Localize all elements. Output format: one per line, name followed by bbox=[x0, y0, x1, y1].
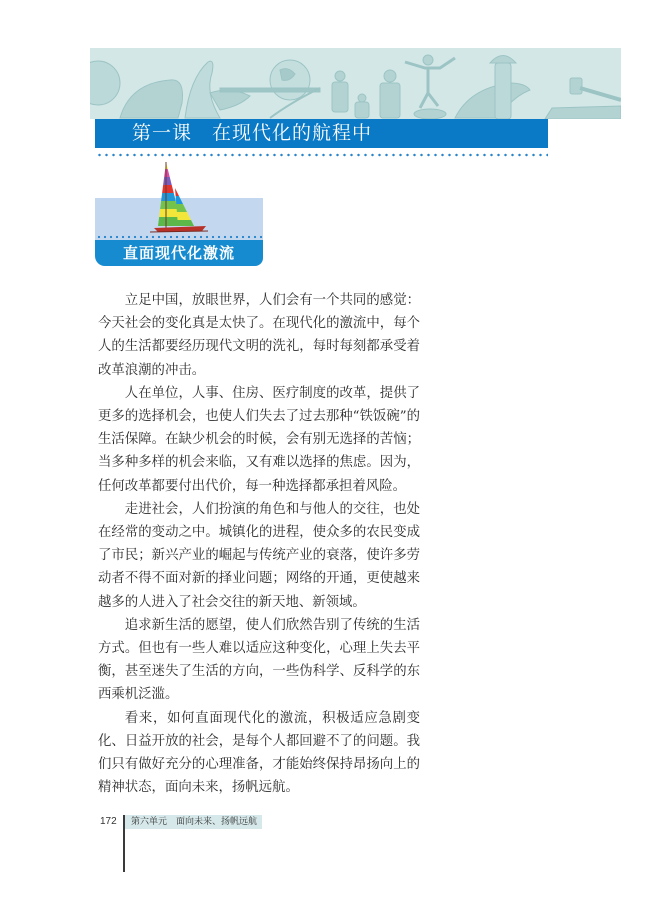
paragraph: 人在单位，人事、住房、医疗制度的改革，提供了更多的选择机会，也使人们失去了过去那种“铁饭碗”的生活保障。在缺少机会的时候，会有别无选择的苦恼；当多种多样的机会来临，又有难以选择的焦虑。因为，任何改革都要付出代价，每一种选择都承担着风险。 bbox=[98, 385, 420, 494]
lesson-title: 第一课 在现代化的航程中 bbox=[132, 122, 373, 144]
lesson-title-bar bbox=[95, 119, 548, 148]
paragraph: 看来，如何直面现代化的激流，积极适应急剧变化、日益开放的社会，是每个人都回避不了的问题。我们只有做好充分的心理准备，才能始终保持昂扬向上的精神状态，面向未来，扬帆远航。 bbox=[98, 710, 420, 796]
paragraph: 立足中国，放眼世界，人们会有一个共同的感觉：今天社会的变化真是太快了。在现代化的激流中，每个人的生活都要经历现代文明的洗礼，每时每刻都承受着改革浪潮的冲击。 bbox=[98, 293, 420, 378]
banner-illustration-icon bbox=[90, 48, 621, 119]
paragraph: 走进社会，人们扮演的角色和与他人的交往，也处在经常的变动之中。城镇化的进程，使众多的农民变成了市民；新兴产业的崛起与传统产业的衰落，使许多劳动者不得不面对新的择业问题；网络的开通，更使越来越多的人进入了社会交往的新天地、新领域。 bbox=[98, 501, 420, 610]
dotted-divider bbox=[96, 153, 548, 157]
section-title: 直面现代化激流 bbox=[122, 244, 235, 262]
sailboat-icon bbox=[148, 160, 212, 236]
footer-unit-band bbox=[125, 815, 262, 829]
header-banner-image bbox=[90, 48, 621, 119]
section-heading-tab bbox=[95, 240, 263, 266]
page-number: 172 bbox=[100, 816, 117, 827]
paragraph: 追求新生活的愿望，使人们欣然告别了传统的生活方式。但也有一些人难以适应这种变化，心理上失去平衡，甚至迷失了生活的方向，一些伪科学、反科学的东西乘机泛滥。 bbox=[98, 617, 420, 703]
unit-label: 第六单元 面向未来、扬帆远航 bbox=[131, 817, 258, 827]
body-text bbox=[98, 289, 420, 799]
